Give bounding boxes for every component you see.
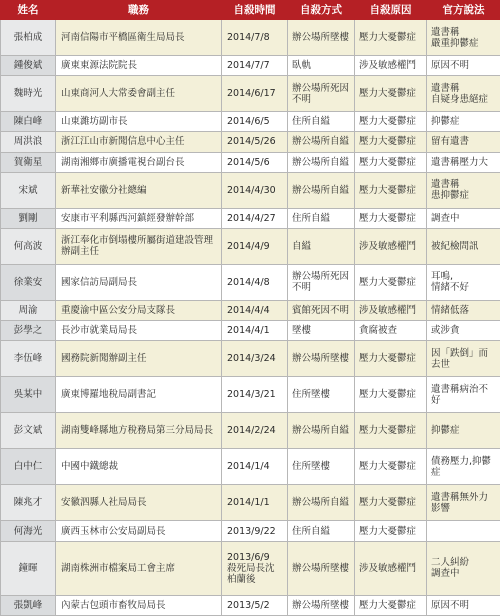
table-row	[1, 541, 500, 595]
cell-reason: 壓力大憂鬱症	[355, 20, 427, 56]
cell-statement: 調查中	[427, 208, 500, 228]
cell-title: 中國中鐵總裁	[56, 449, 222, 485]
cell-date: 2014/4/8	[222, 264, 288, 300]
table-row	[1, 377, 500, 413]
table-row	[1, 300, 500, 320]
cell-reason: 壓力大憂鬱症	[355, 208, 427, 228]
cell-name: 白中仁	[1, 449, 56, 485]
cell-reason: 壓力大憂鬱症	[355, 264, 427, 300]
cell-name: 鐘暉	[1, 541, 56, 595]
cell-statement: 遺書稱 自疑身患絕症	[427, 76, 500, 112]
cell-statement: 原因不明	[427, 56, 500, 76]
cell-title: 湖南株洲市檔案局工會主席	[56, 541, 222, 595]
cell-statement: 債務壓力,抑鬱症	[427, 449, 500, 485]
cell-reason: 壓力大憂鬱症	[355, 76, 427, 112]
cell-reason: 涉及敏感權鬥	[355, 300, 427, 320]
cell-date: 2014/3/21	[222, 377, 288, 413]
cell-statement: 遺書稱病治不好	[427, 377, 500, 413]
cell-reason: 壓力大憂鬱症	[355, 152, 427, 172]
cell-title: 安康市平利縣西河鎮經發辦幹部	[56, 208, 222, 228]
cell-title: 廣東博羅地稅局副書記	[56, 377, 222, 413]
cell-title: 重慶渝中區公安分局支隊長	[56, 300, 222, 320]
table-row	[1, 321, 500, 341]
cell-title: 浙江奉化市倒塌樓所屬街道建設管理辦副主任	[56, 228, 222, 264]
cell-method: 辦公場所墜樓	[288, 595, 355, 615]
cell-reason: 壓力大憂鬱症	[355, 172, 427, 208]
cell-name: 吳某中	[1, 377, 56, 413]
header-statement: 官方說法	[427, 1, 500, 20]
cell-date: 2014/1/4	[222, 449, 288, 485]
cell-date: 2014/5/26	[222, 132, 288, 152]
cell-title: 安徽泗縣人社局局長	[56, 485, 222, 521]
cell-reason: 壓力大憂鬱症	[355, 341, 427, 377]
cell-statement: 被紀檢問訊	[427, 228, 500, 264]
cell-reason: 壓力大憂鬱症	[355, 377, 427, 413]
table-row	[1, 449, 500, 485]
cell-date: 2014/6/17	[222, 76, 288, 112]
header-method: 自殺方式	[288, 1, 355, 20]
cell-title: 湖南湘鄉市廣播電視台副台長	[56, 152, 222, 172]
cell-statement: 耳鳴, 情緒不好	[427, 264, 500, 300]
table-row	[1, 152, 500, 172]
cell-date: 2013/5/2	[222, 595, 288, 615]
cell-method: 辦公場所自縊	[288, 485, 355, 521]
cell-name: 周渝	[1, 300, 56, 320]
cell-reason: 壓力大憂鬱症	[355, 595, 427, 615]
cell-title: 河南信陽市平橋區衛生局局長	[56, 20, 222, 56]
table-row	[1, 228, 500, 264]
cell-name: 張凱峰	[1, 595, 56, 615]
cell-statement	[427, 521, 500, 541]
cell-date: 2014/4/30	[222, 172, 288, 208]
cell-date: 2014/4/4	[222, 300, 288, 320]
header-name: 姓名	[1, 1, 56, 20]
cell-method: 辦公場所墜樓	[288, 20, 355, 56]
cell-reason: 貪腐被查	[355, 321, 427, 341]
header-title: 職務	[56, 1, 222, 20]
cell-method: 辦公場所自縊	[288, 413, 355, 449]
table-row	[1, 20, 500, 56]
cell-name: 李伍峰	[1, 341, 56, 377]
cell-title: 浙江江山市新聞信息中心主任	[56, 132, 222, 152]
cell-date: 2014/3/24	[222, 341, 288, 377]
cell-title: 長沙市就業局局長	[56, 321, 222, 341]
table-row	[1, 172, 500, 208]
cell-date: 2014/5/6	[222, 152, 288, 172]
cell-method: 辦公場所死因不明	[288, 264, 355, 300]
cell-method: 臥軌	[288, 56, 355, 76]
cell-method: 住所墜樓	[288, 449, 355, 485]
cell-title: 新華社安徽分社總編	[56, 172, 222, 208]
cell-statement: 因「跌倒」而去世	[427, 341, 500, 377]
cell-statement: 情緒低落	[427, 300, 500, 320]
table-row	[1, 56, 500, 76]
cell-name: 魏時光	[1, 76, 56, 112]
cell-name: 周洪浪	[1, 132, 56, 152]
cell-name: 鍾俊斌	[1, 56, 56, 76]
cell-method: 辦公場所自縊	[288, 172, 355, 208]
cell-reason: 壓力大憂鬱症	[355, 112, 427, 132]
cell-reason: 涉及敏感權鬥	[355, 228, 427, 264]
cell-date: 2014/4/9	[222, 228, 288, 264]
cell-statement: 抑鬱症	[427, 112, 500, 132]
cell-reason: 壓力大憂鬱症	[355, 485, 427, 521]
cell-method: 賓館死因不明	[288, 300, 355, 320]
cell-title: 國務院新聞辦副主任	[56, 341, 222, 377]
cell-name: 彭文斌	[1, 413, 56, 449]
cell-name: 陳兆才	[1, 485, 56, 521]
cell-date: 2014/7/8	[222, 20, 288, 56]
table-row	[1, 485, 500, 521]
cell-method: 住所自縊	[288, 112, 355, 132]
cell-statement: 遺書稱 嚴重抑鬱症	[427, 20, 500, 56]
cell-title: 國家信訪局副局長	[56, 264, 222, 300]
cell-name: 劉剛	[1, 208, 56, 228]
cell-name: 陳白峰	[1, 112, 56, 132]
cell-name: 賀衛星	[1, 152, 56, 172]
table-row	[1, 413, 500, 449]
header-row	[1, 1, 500, 20]
cell-date: 2013/6/9 殺死局長沈柏蘭後	[222, 541, 288, 595]
cell-title: 內蒙古包頭市畜牧局局長	[56, 595, 222, 615]
cell-reason: 壓力大憂鬱症	[355, 413, 427, 449]
cell-statement: 遺書稱無外力影響	[427, 485, 500, 521]
cell-method: 墜樓	[288, 321, 355, 341]
header-reason: 自殺原因	[355, 1, 427, 20]
cell-date: 2014/7/7	[222, 56, 288, 76]
cell-method: 住所自縊	[288, 208, 355, 228]
cell-date: 2014/1/1	[222, 485, 288, 521]
table-row	[1, 112, 500, 132]
cell-name: 何高波	[1, 228, 56, 264]
cell-method: 辦公場所自縊	[288, 152, 355, 172]
cell-method: 辦公場所墜樓	[288, 541, 355, 595]
cell-reason: 壓力大憂鬱症	[355, 449, 427, 485]
cell-date: 2014/6/5	[222, 112, 288, 132]
cell-name: 張柏成	[1, 20, 56, 56]
cell-title: 山東濰坊副市長	[56, 112, 222, 132]
cell-title: 廣東東源法院院長	[56, 56, 222, 76]
cell-date: 2014/4/1	[222, 321, 288, 341]
cell-method: 辦公場所墜樓	[288, 341, 355, 377]
table-row	[1, 132, 500, 152]
cell-statement: 二人糾紛 調查中	[427, 541, 500, 595]
cell-method: 辦公場所自縊	[288, 132, 355, 152]
cell-statement: 或涉貪	[427, 321, 500, 341]
header-date: 自殺時間	[222, 1, 288, 20]
cell-name: 宋斌	[1, 172, 56, 208]
cell-name: 徐業安	[1, 264, 56, 300]
cell-date: 2014/2/24	[222, 413, 288, 449]
cell-method: 住所墜樓	[288, 377, 355, 413]
table-row	[1, 208, 500, 228]
cell-statement: 遺書稱壓力大	[427, 152, 500, 172]
cell-statement: 遺書稱 患抑鬱症	[427, 172, 500, 208]
table-row	[1, 521, 500, 541]
cell-title: 廣西玉林市公安局副局長	[56, 521, 222, 541]
cell-title: 湖南雙峰縣地方稅務局第三分局局長	[56, 413, 222, 449]
cell-reason: 壓力大憂鬱症	[355, 521, 427, 541]
cell-title: 山東商河人大常委會副主任	[56, 76, 222, 112]
cell-method: 住所自縊	[288, 521, 355, 541]
cell-name: 彭學之	[1, 321, 56, 341]
cell-reason: 涉及敏感權鬥	[355, 541, 427, 595]
table-row	[1, 595, 500, 615]
cell-statement: 留有遺書	[427, 132, 500, 152]
table-row	[1, 341, 500, 377]
table-row	[1, 264, 500, 300]
cell-method: 自縊	[288, 228, 355, 264]
cell-statement: 原因不明	[427, 595, 500, 615]
cell-method: 辦公場所死因不明	[288, 76, 355, 112]
table-row	[1, 76, 500, 112]
cell-reason: 涉及敏感權鬥	[355, 56, 427, 76]
cell-date: 2014/4/27	[222, 208, 288, 228]
cell-name: 何海光	[1, 521, 56, 541]
cell-date: 2013/9/22	[222, 521, 288, 541]
cell-statement: 抑鬱症	[427, 413, 500, 449]
cell-reason: 壓力大憂鬱症	[355, 132, 427, 152]
